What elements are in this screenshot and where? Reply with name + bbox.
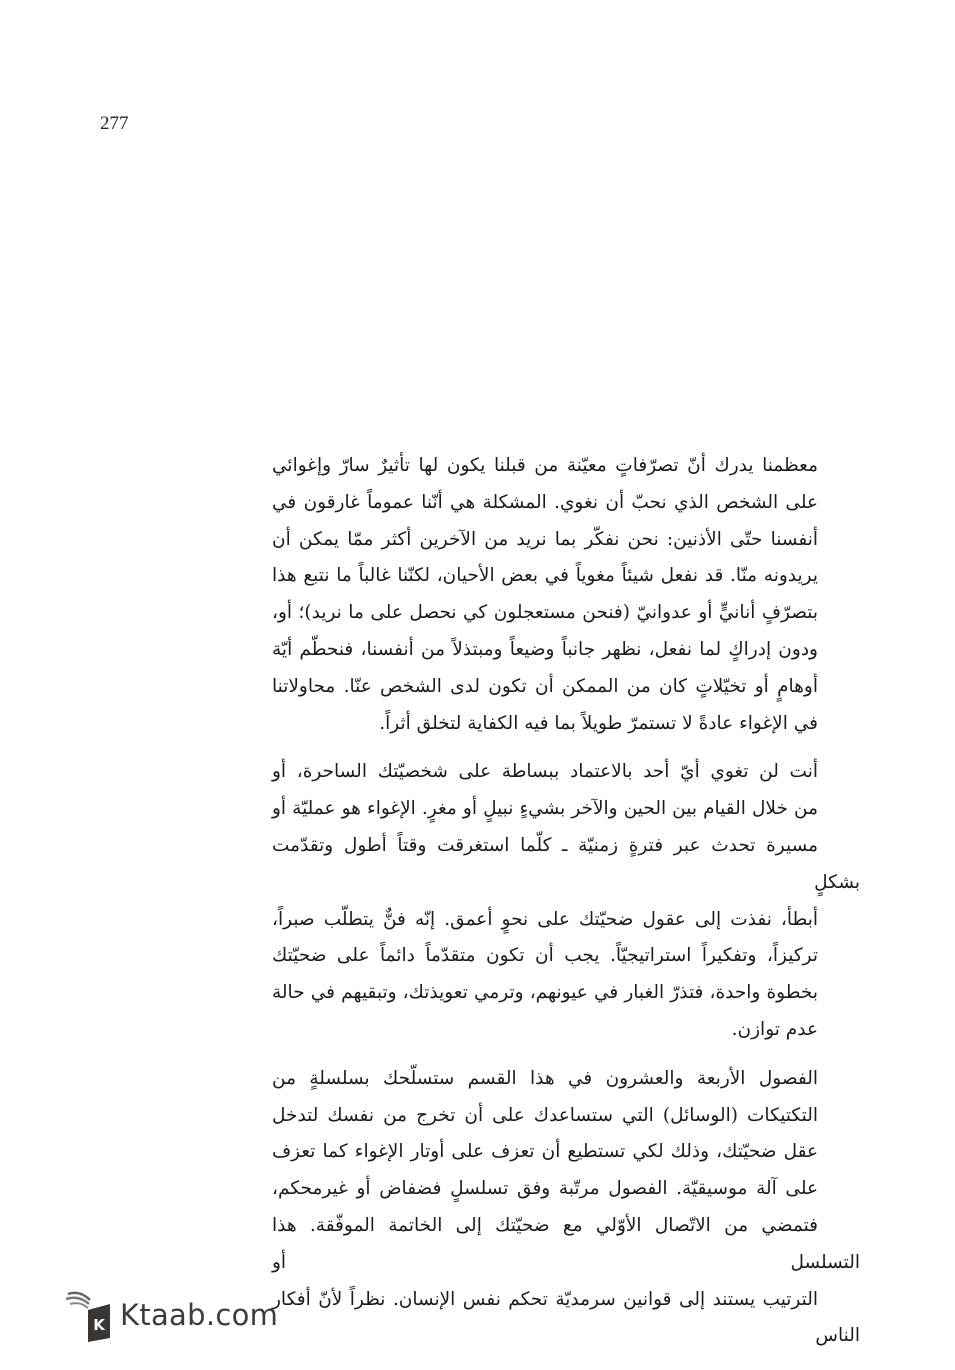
text-line: تركيزاً، وتفكيراً استراتيجيّاً. يجب أن تكون متقدّماً دائماً على ضحيّتك <box>272 945 818 967</box>
text-line: فتمضي من الاتّصال الأوّلي مع ضحيّتك إلى الخاتمة الموفّقة. هذا التسلسل أو <box>272 1214 860 1273</box>
text-line: التكتيكات (الوسائل) التي ستساعدك على أن تخرج من نفسك لتدخل <box>272 1104 818 1126</box>
text-line: عدم توازن. <box>731 1018 818 1040</box>
paragraph-1 <box>272 448 860 742</box>
text-line: من خلال القيام بين الحين والآخر بشيءٍ نبيلٍ أو مغرٍ. الإغواء هو عمليّة أو <box>272 798 818 820</box>
text-line: معظمنا يدرك أنّ تصرّفاتٍ معيّنة من قبلنا يكون لها تأثيرٌ سارّ وإغوائي <box>272 455 818 476</box>
page-number: 277 <box>100 113 129 134</box>
text-line: بخطوة واحدة، فتذرّ الغبار في عيونهم، وترمي تعويذتك، وتبقيهم في حالة <box>272 982 818 1004</box>
text-line: ودون إدراكٍ لما نفعل، نظهر جانباً وضيعاً ومبتذلاً من أنفسنا، فنحطّم أيّة <box>272 638 818 660</box>
text-line: الفصول الأربعة والعشرون في هذا القسم ستسلّحك بسلسلةٍ من <box>272 1067 818 1089</box>
text-line: أنت لن تغوي أيّ أحد بالاعتماد ببساطة على شخصيّتك الساحرة، أو <box>272 761 818 783</box>
text-line: أنفسنا حتّى الأذنين: نحن نفكّر بما نريد من الآخرين أكثر ممّا يمكن أن <box>272 528 818 550</box>
text-line: على آلة موسيقيّة. الفصول مرتّبة وفق تسلسلٍ فضفاض أو غيرمحكم، <box>272 1178 818 1200</box>
text-line: أبطأ، نفذت إلى عقول ضحيّتك على نحوٍ أعمق. إنّه فنٌّ يتطلّب صبراً، <box>272 908 818 930</box>
text-line: مسيرة تحدث عبر فترةٍ زمنيّة ـ كلّما استغرقت وقتاً أطول وتقدّمت بشكلٍ <box>272 834 860 893</box>
text-line: يريدونه منّا. قد نفعل شيئاً مغوياً في بعض الأحيان، لكنّنا غالباً ما نتبع هذا <box>272 565 818 587</box>
watermark-text: Ktaab.com <box>120 1298 279 1332</box>
text-line: أوهامٍ أو تخيّلاتٍ كان من الممكن أن تكون لدى الشخص عنّا. محاولاتنا <box>272 675 818 697</box>
svg-text:K: K <box>93 1316 105 1334</box>
text-line: بتصرّفٍ أنانيٍّ أو عدوانيّ (فنحن مستعجلون كي نحصل على ما نريد)؛ أو، <box>272 602 818 624</box>
ktaab-watermark <box>62 1288 278 1342</box>
text-line: في الإغواء عادةً لا تستمرّ طويلاً بما فيه الكفاية لتخلق أثراً. <box>379 712 818 734</box>
text-line: عقل ضحيّتك، وذلك لكي تستطيع أن تعزف على أوتار الإغواء كما تعزف <box>272 1141 818 1163</box>
book-k-logo-icon <box>62 1288 114 1342</box>
paragraph-2 <box>272 754 860 1048</box>
text-line: الترتيب يستند إلى قوانين سرمديّة تحكم نفس الإنسان. نظراً لأنّ أفكار الناس <box>272 1288 860 1347</box>
paragraph-3 <box>272 1061 860 1355</box>
body-text <box>272 448 860 1367</box>
text-line: على الشخص الذي نحبّ أن نغوي. المشكلة هي أنّنا عموماً غارقون في <box>272 491 818 513</box>
